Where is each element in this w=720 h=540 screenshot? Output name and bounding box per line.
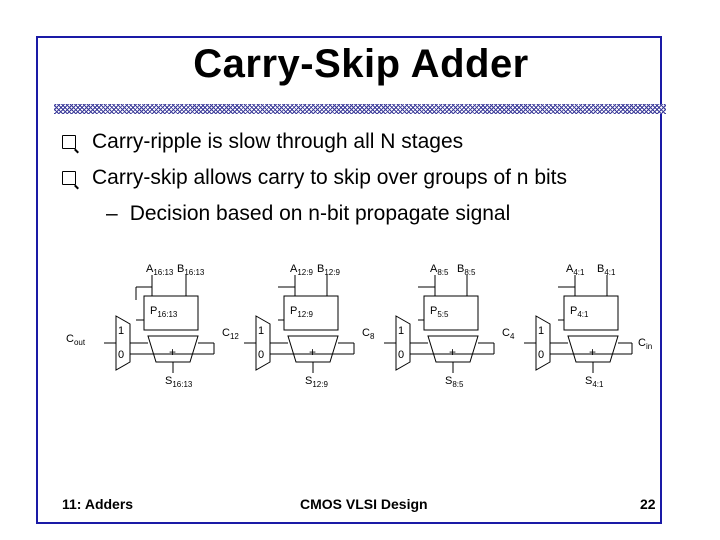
input-b-label: $B_{4:1}$ <box>597 263 616 277</box>
bullet-text: Carry-skip allows carry to skip over groups of n bits <box>92 166 567 189</box>
propagate-label: $P_{5:5}$ <box>430 305 449 319</box>
input-a-label: $A_{16:13}$ <box>146 263 174 277</box>
input-b-label: $B_{8:5}$ <box>457 263 476 277</box>
footer-chapter: 11: Adders <box>62 496 134 512</box>
propagate-label: $P_{16:13}$ <box>150 305 178 319</box>
mux-zero-label: 0 <box>398 349 405 361</box>
dash-icon: – <box>106 202 118 225</box>
footer-page-number: 22 <box>640 496 656 512</box>
bullet-text: Carry-ripple is slow through all N stages <box>92 130 464 153</box>
carry-4-label: $C_4$ <box>502 327 515 341</box>
propagate-label: $P_{12:9}$ <box>290 305 313 319</box>
slide-title: Carry-Skip Adder <box>193 42 529 86</box>
input-b-label: $B_{12:9}$ <box>317 263 340 277</box>
sum-label: $S_{12:9}$ <box>305 375 328 389</box>
input-b-label: $B_{16:13}$ <box>177 263 205 277</box>
mux-one-label: 1 <box>538 325 545 337</box>
carry-8-label: $C_8$ <box>362 327 375 341</box>
propagate-label: $P_{4:1}$ <box>570 305 589 319</box>
input-a-label: $A_{4:1}$ <box>566 263 585 277</box>
mux-one-label: 1 <box>118 325 125 337</box>
mux-one-label: 1 <box>258 325 265 337</box>
carry-in-label: $C_{in}$ <box>638 337 653 351</box>
adder-plus-label: + <box>589 345 597 359</box>
input-a-label: $A_{8:5}$ <box>430 263 449 277</box>
carry-out-label: $C_{out}$ <box>66 333 86 347</box>
input-a-label: $A_{12:9}$ <box>290 263 313 277</box>
adder-plus-label: + <box>309 345 317 359</box>
adder-plus-label: + <box>449 345 457 359</box>
sub-bullet-text: Decision based on n-bit propagate signal <box>129 202 511 225</box>
sum-label: $S_{8:5}$ <box>445 375 464 389</box>
sum-label: $S_{16:13}$ <box>165 375 193 389</box>
mux-zero-label: 0 <box>538 349 545 361</box>
sum-label: $S_{4:1}$ <box>585 375 604 389</box>
adder-plus-label: + <box>169 345 177 359</box>
mux-one-label: 1 <box>398 325 405 337</box>
footer-course: CMOS VLSI Design <box>300 496 428 512</box>
carry-12-label: $C_{12}$ <box>222 327 239 341</box>
mux-zero-label: 0 <box>118 349 125 361</box>
mux-zero-label: 0 <box>258 349 265 361</box>
diagram-wires <box>104 275 632 373</box>
